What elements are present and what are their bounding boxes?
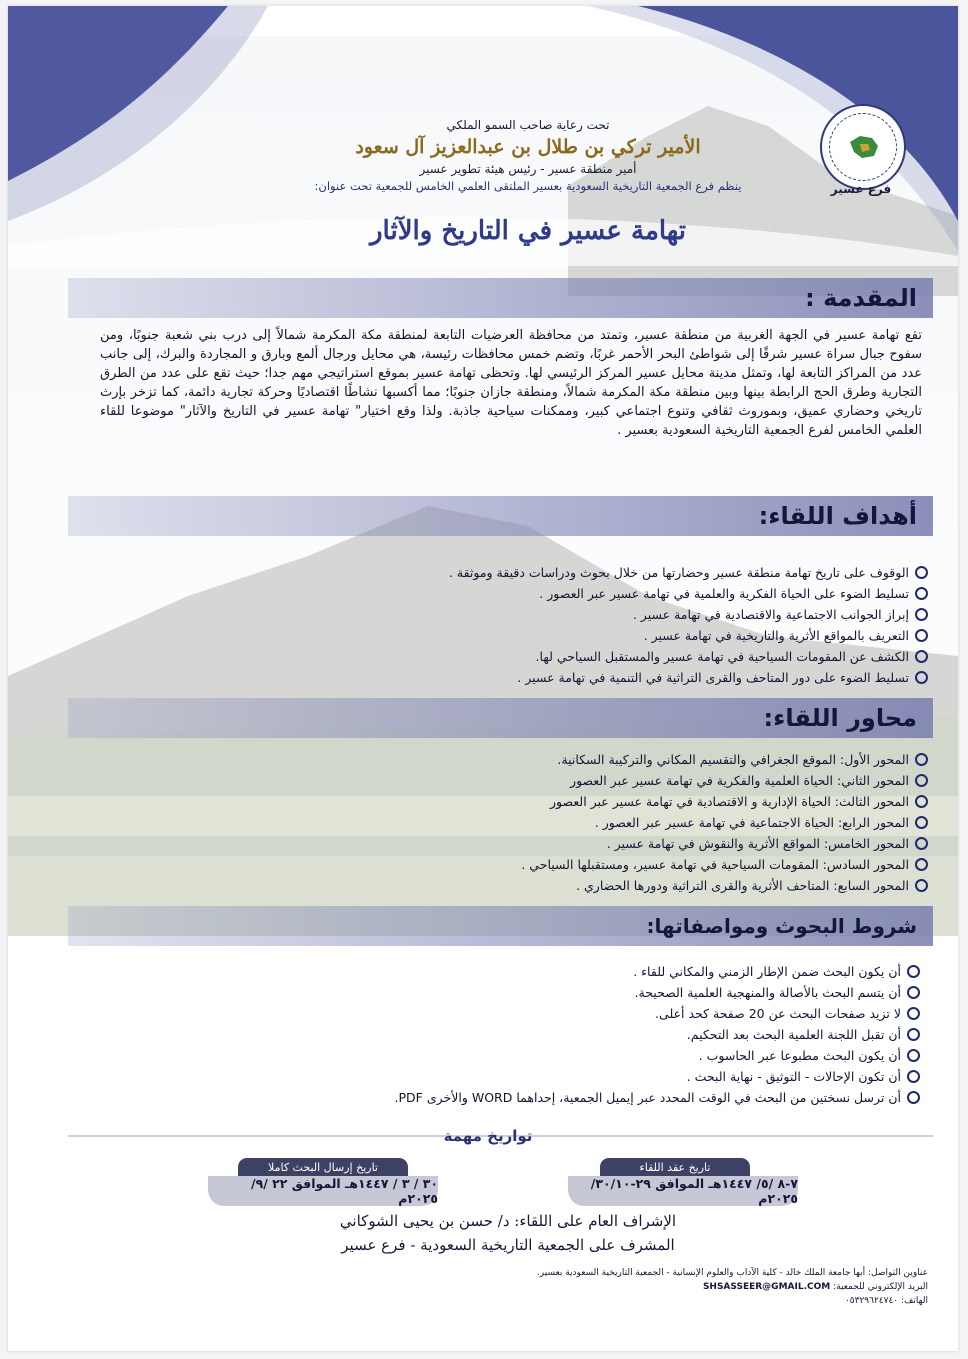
list-item: تسليط الضوء على دور المتاحف والقرى التراثية في التنمية في تهامة عسير .: [128, 667, 928, 688]
list-item: المحور الأول: الموقع الجغرافي والتقسيم المكاني والتركيبة السكانية.: [128, 749, 928, 770]
page-title: تهامة عسير في التاريخ والآثار: [369, 216, 687, 246]
bullet-icon: [907, 1091, 920, 1104]
patronage-block: [258, 118, 798, 193]
goals-heading-bar: [68, 496, 933, 536]
bullet-icon: [915, 879, 928, 892]
list-item: المحور الثاني: الحياة العلمية والفكرية في تهامة عسير عبر العصور: [128, 770, 928, 791]
list-item: أن يتسم البحث بالأصالة والمنهجية العلمية الصحيحة.: [120, 982, 920, 1003]
goals-list: [128, 562, 928, 688]
axes-heading: محاور اللقاء:: [763, 704, 917, 732]
contact-email-row: [328, 1280, 928, 1294]
list-item: الكشف عن المقومات السياحية في تهامة عسير والمستقبل السياحي لها.: [128, 646, 928, 667]
list-item: المحور السابع: المتاحف الأثرية والقرى التراثية ودورها الحضاري .: [128, 875, 928, 896]
list-item: المحور الرابع: الحياة الاجتماعية في تهامة عسير عبر العصور .: [128, 812, 928, 833]
axes-list: [128, 749, 928, 896]
list-item: إبراز الجوانب الاجتماعية والاقتصادية في تهامة عسير .: [128, 604, 928, 625]
phone-label: الهاتف:: [901, 1296, 928, 1306]
bullet-icon: [907, 1049, 920, 1062]
bullet-icon: [907, 986, 920, 999]
logo-caption: فرع عسير: [830, 182, 892, 196]
supervisor-role: المشرف على الجمعية التاريخية السعودية - فرع عسير: [341, 1236, 675, 1254]
list-item: المحور السادس: المقومات السياحية في تهامة عسير، ومستقبلها السياحي .: [128, 854, 928, 875]
list-item: لا تزيد صفحات البحث عن 20 صفحة كحد أعلى.: [120, 1003, 920, 1024]
intro-paragraph: تقع تهامة عسير في الجهة الغربية من منطقة عسير، وتمتد من محافظة العرضيات التابعة لمنطقة مكة المكرمة شمالاً إلى درب بني شعبة جنوبًا، ومن سفوح جبال سراة عسير شرقًا إلى شواطئ البحر الأحمر غربًا، وتضم خمس محافظات رئيسة، هي محايل ورجال ألمع وبارق و المجاردة والبرك، إلى جانب عدد من المراكز التابعة لها، وتمثل مدينة محايل عسير المركز الرئيسي لها. وتحظى تهامة عسير بموقع استراتيجي مهم جدا؛ حيث تقع على عدد من الطرق التجارية وطرق الحج الرابطة بينها وبين منطقة مكة المكرمة شمالاً، ومنطقة جازان جنوبًا؛ مما أكسبها نشاطًا اقتصاديًا وحركة تجارية دائمة، كما تزخر بإرث تاريخي وحضاري عميق، وبموروث ثقافي وتنوع اجتماعي كبير، وممكنات سياحية جاذبة. ولذا وقع اختيار" تهامة عسير في التاريخ والآثار" موضوعا للقاء العلمي الخامس لفرع الجمعية التاريخية السعودية بعسير .: [100, 328, 922, 438]
bullet-icon: [915, 671, 928, 684]
list-item: أن تكون الإحالات - التوثيق - نهاية البحث .: [120, 1066, 920, 1087]
list-item: أن ترسل نسختين من البحث في الوقت المحدد عبر إيميل الجمعية، إحداهما WORD والأخرى PDF.: [120, 1087, 920, 1108]
email-link[interactable]: SHSASSEER@GMAIL.COM: [702, 1282, 831, 1292]
list-item: الوقوف على تاريخ تهامة منطقة عسير وحضارتها من خلال بحوث ودراسات دقيقة وموثقة .: [128, 562, 928, 583]
bullet-icon: [915, 837, 928, 850]
bullet-icon: [915, 858, 928, 871]
dates-heading: تواريخ مهمة: [443, 1127, 533, 1145]
prince-title: أمير منطقة عسير - رئيس هيئة تطوير عسير: [419, 162, 637, 176]
prince-name: الأمير تركي بن طلال بن عبدالعزيز آل سعود: [355, 136, 701, 158]
bullet-icon: [907, 965, 920, 978]
contact-address: عناوين التواصل: أبها جامعة الملك خالد - كلية الآداب والعلوم الإنسانية - الجمعية التاريخية السعودية بعسير.: [536, 1268, 928, 1278]
bullet-icon: [915, 753, 928, 766]
intro-heading-bar: [68, 278, 933, 318]
list-item: المحور الثالث: الحياة الإدارية و الاقتصادية في تهامة عسير عبر العصور: [128, 791, 928, 812]
bullet-icon: [915, 650, 928, 663]
bullet-icon: [907, 1070, 920, 1083]
axes-heading-bar: [68, 698, 933, 738]
meeting-date-value: ٧-٨ /٥/ ١٤٤٧هـ الموافق ٢٩-٣٠/١٠/ ٢٠٢٥م: [568, 1176, 798, 1206]
association-logo: [820, 104, 906, 190]
bullet-icon: [915, 629, 928, 642]
goals-heading: أهداف اللقاء:: [758, 502, 917, 530]
bullet-icon: [915, 608, 928, 621]
list-item: أن تقبل اللجنة العلمية البحث بعد التحكيم.: [120, 1024, 920, 1045]
patronage-text: تحت رعاية صاحب السمو الملكي: [446, 118, 610, 132]
supervisor-block: [258, 1212, 758, 1254]
submission-date-value: ٣٠ / ٣ / ١٤٤٧هـ الموافق ٢٢ /٩/ ٢٠٢٥م: [208, 1176, 438, 1206]
bullet-icon: [907, 1028, 920, 1041]
intro-heading: المقدمة :: [805, 284, 917, 312]
organizer-text: ينظم فرع الجمعية التاريخية السعودية بعسير الملتقى العلمي الخامس للجمعية تحت عنوان:: [314, 179, 742, 193]
list-item: تسليط الضوء على الحياة الفكرية والعلمية في تهامة عسير عبر العصور .: [128, 583, 928, 604]
saudi-map-icon: [846, 134, 880, 160]
phone-value: ٠٥٣٢٩٦٢٤٧٤٠: [844, 1296, 899, 1306]
list-item: التعريف بالمواقع الأثرية والتاريخية في تهامة عسير .: [128, 625, 928, 646]
bullet-icon: [915, 587, 928, 600]
bullet-icon: [915, 774, 928, 787]
flyer-page: [8, 6, 958, 1351]
list-item: المحور الخامس: المواقع الأثرية والنقوش في تهامة عسير .: [128, 833, 928, 854]
list-item: أن يكون البحث ضمن الإطار الزمني والمكاني للقاء .: [120, 961, 920, 982]
logo-ring: [829, 113, 897, 181]
list-item: أن يكون البحث مطبوعا عبر الحاسوب .: [120, 1045, 920, 1066]
supervisor-line: الإشراف العام على اللقاء: د/ حسن بن يحيى الشوكاني: [339, 1212, 677, 1230]
conditions-heading: شروط البحوث ومواصفاتها:: [646, 914, 917, 938]
bullet-icon: [907, 1007, 920, 1020]
conditions-list: [120, 961, 920, 1108]
bullet-icon: [915, 816, 928, 829]
contact-block: [328, 1266, 928, 1308]
conditions-heading-bar: [68, 906, 933, 946]
bullet-icon: [915, 795, 928, 808]
contact-phone-row: [328, 1294, 928, 1308]
meeting-date-label: تاريخ عقد اللقاء: [600, 1158, 750, 1176]
bullet-icon: [915, 566, 928, 579]
email-label: البريد الإلكتروني للجمعية:: [833, 1282, 928, 1292]
submission-date-label: تاريخ إرسال البحث كاملا: [238, 1158, 408, 1176]
